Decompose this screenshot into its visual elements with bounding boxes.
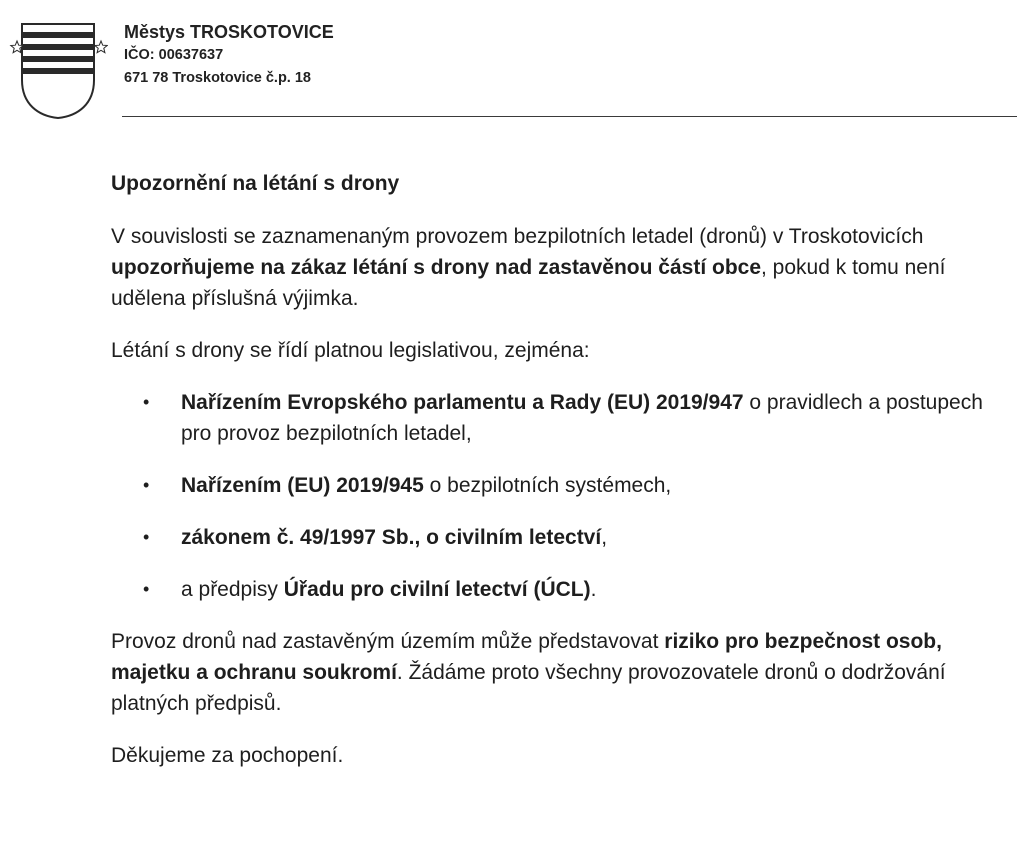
legislation-name: Nařízením (EU) 2019/945 (181, 474, 424, 497)
bullet-icon: • (143, 475, 150, 495)
legislation-name: Nařízením Evropského parlamentu a Rady (EU) 2019/947 (181, 391, 744, 414)
risk-text-end: . Žádáme proto všechny provozovatele dronů o dodržování platných předpisů. (111, 661, 946, 715)
notice-body (111, 168, 991, 792)
ico-number: IČO: 00637637 (124, 47, 224, 63)
intro-text-end: , pokud k tomu není udělena příslušná výjimka. (111, 256, 946, 310)
bullet-icon: • (143, 527, 150, 547)
intro-text-start: V souvislosti se zaznamenaným provozem bezpilotních letadel (dronů) v Troskotovicích (111, 225, 924, 248)
address: 671 78 Troskotovice č.p. 18 (124, 70, 311, 86)
intro-paragraph (111, 221, 991, 314)
risk-text-emphasis: riziko pro bezpečnost osob, majetku a ochranu soukromí (111, 630, 942, 684)
closing-line: Děkujeme za pochopení. (111, 744, 344, 767)
risk-paragraph (111, 626, 991, 719)
legislation-list (111, 387, 991, 605)
legislation-intro: Létání s drony se řídí platnou legislativou, zejména: (111, 339, 590, 362)
list-item: • Nařízením Evropského parlamentu a Rady (EU) 2019/947 o pravidlech a postupech pro provoz bezpilotních letadel, (111, 387, 991, 449)
risk-text-start: Provoz dronů nad zastavěným územím může představovat (111, 630, 665, 653)
legislation-name: Úřadu pro civilní letectví (ÚCL) (283, 578, 591, 601)
list-item: • Nařízením (EU) 2019/945 o bezpilotních systémech, (111, 470, 991, 501)
legislation-name: zákonem č. 49/1997 Sb., o civilním letectví (181, 526, 602, 549)
list-item: • zákonem č. 49/1997 Sb., o civilním letectví, (111, 522, 991, 553)
municipal-coat-of-arms (8, 14, 108, 122)
bullet-icon: • (143, 579, 150, 599)
bullet-icon: • (143, 392, 150, 412)
intro-text-emphasis: upozorňujeme na zákaz létání s drony nad zastavěnou částí obce (111, 256, 762, 279)
letterhead (124, 20, 334, 90)
list-item: • a předpisy Úřadu pro civilní letectví (ÚCL). (111, 574, 991, 605)
header-divider (122, 116, 1017, 117)
municipality-name: Městys TROSKOTOVICE (124, 22, 334, 42)
notice-title: Upozornění na létání s drony (111, 172, 400, 195)
